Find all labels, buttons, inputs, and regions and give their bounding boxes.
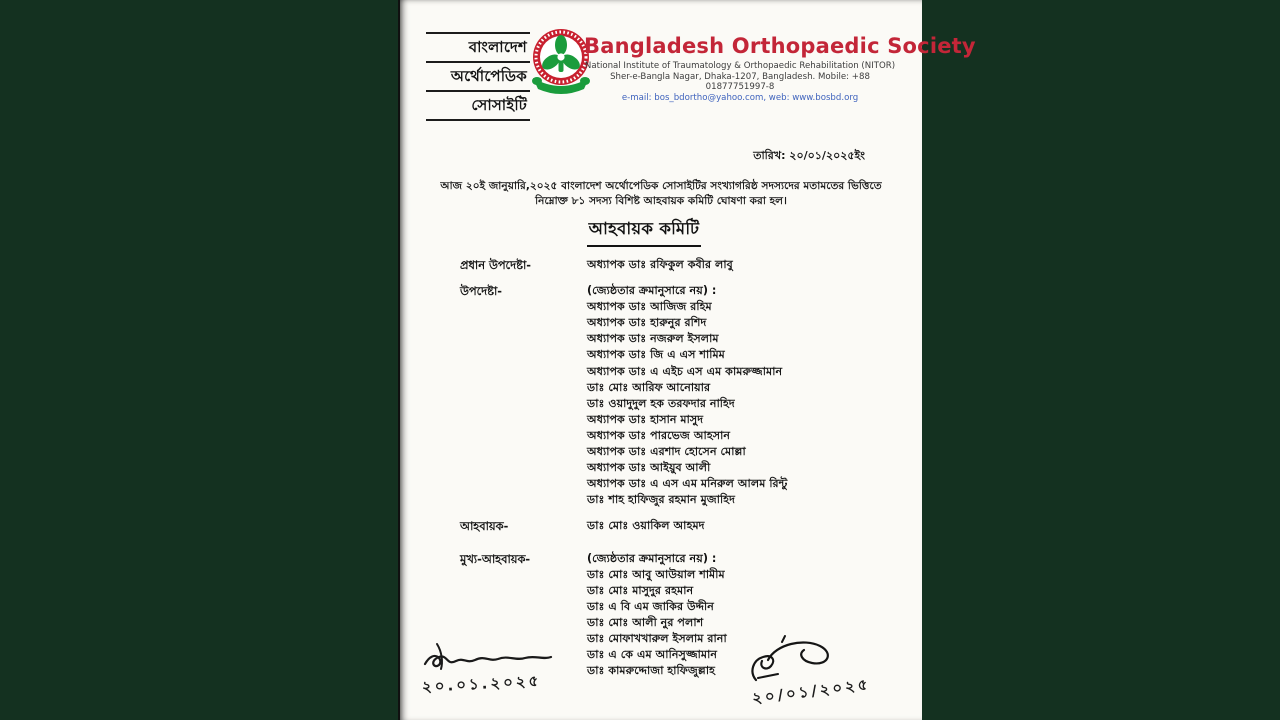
section-chief-advisor — [460, 257, 906, 273]
committee-member: ডাঃ মোঃ আলী নুর পলাশ — [587, 615, 704, 629]
org-address-line: Sher-e-Bangla Nagar, Dhaka-1207, Bangladesh. Mobile: +88 01877751997-8 — [610, 71, 870, 92]
committee-member: ডাঃ কামরুদ্দোজা হাফিজুল্লাহ — [587, 664, 715, 678]
committee-member: ডাঃ মোঃ আবু আউয়াল শামীম — [587, 567, 725, 581]
committee-member: অধ্যাপক ডাঃ নজরুল ইসলাম — [587, 332, 719, 346]
committee-member: ডাঃ শাহ হাফিজুর রহমান মুজাহিদ — [587, 493, 736, 507]
signature-left — [422, 638, 572, 697]
committee-member: ডাঃ ওয়াদুদুল হক তরফদার নাহিদ — [587, 396, 735, 410]
page-title: আহবায়ক কমিটি — [587, 216, 702, 247]
section-label: প্রধান উপদেষ্টা- — [460, 258, 531, 272]
committee-member: অধ্যাপক ডাঃ জি এ এস শামিম — [587, 348, 725, 362]
intro-paragraph — [424, 179, 898, 209]
scanned-letter-page — [398, 0, 976, 720]
committee-member: অধ্যাপক ডাঃ হাসান মাসুদ — [587, 412, 704, 426]
committee-member: ডাঃ এ বি এম জাকির উদ্দীন — [587, 599, 714, 613]
signature-left-date: ২০.০১.২০২৫ — [421, 671, 542, 696]
committee-member: অধ্যাপক ডাঃ হারুনুর রশিদ — [587, 316, 707, 330]
section-advisors — [460, 283, 906, 508]
letterhead-line: সোসাইটি — [426, 90, 530, 119]
committee-member: অধ্যাপক ডাঃ আজিজ রহিম — [587, 300, 712, 314]
letterhead-line: বাংলাদেশ — [426, 32, 530, 61]
advisor-name-list — [587, 299, 906, 508]
committee-member: ডাঃ মোঃ আরিফ আনোয়ার — [587, 380, 711, 394]
date-line: তারিখ: ২০/০১/২০২৫ইং — [753, 149, 865, 162]
signature-left-icon — [422, 638, 554, 674]
section-label: আহবায়ক- — [460, 519, 509, 534]
signature-right — [744, 634, 874, 708]
committee-member: অধ্যাপক ডাঃ এরশাদ হোসেন মোল্লা — [587, 445, 746, 459]
committee-member: ডাঃ মোঃ ওয়াকিল আহমদ — [587, 519, 705, 533]
committee-member: অধ্যাপক ডাঃ এ এইচ এস এম কামরুজ্জামান — [587, 364, 783, 378]
letterhead-bengali-block — [426, 32, 530, 121]
org-institute-line: National Institute of Traumatology & Orthopaedic Rehabilitation (NITOR) — [584, 61, 896, 71]
seniority-note: (জ্যেষ্ঠতার ক্রমানুসারে নয়) : — [587, 551, 717, 565]
intro-line-2: নিম্নোক্ত ৮১ সদস্য বিশিষ্ট আহবায়ক কমিটি ঘোষণা করা হল। — [535, 195, 787, 207]
committee-member: অধ্যাপক ডাঃ এ এস এম মনিরুল আলম রিন্টু — [587, 477, 788, 491]
committee-member: ডাঃ মোঃ মাসুদুর রহমান — [587, 583, 694, 597]
org-name-title: Bangladesh Orthopaedic Society — [584, 34, 976, 58]
committee-member: অধ্যাপক ডাঃ আইয়ুব আলী — [587, 461, 711, 475]
section-convener — [460, 518, 906, 534]
intro-line-1: আজ ২০ই জানুয়ারি,২০২৫ বাংলাদেশ অর্থোপেডিক সোসাইটির সংখ্যাগরিষ্ঠ সদস্যদের মতামতের ভিত্তিতে — [440, 180, 882, 192]
committee-member: অধ্যাপক ডাঃ পারভেজ আহসান — [587, 428, 731, 442]
committee-member: অধ্যাপক ডাঃ রফিকুল কবীর লাবু — [587, 258, 733, 271]
committee-member: ডাঃ মোফাখখারুল ইসলাম রানা — [587, 631, 727, 645]
section-label: উপদেষ্টা- — [460, 284, 503, 299]
letterhead-line: অর্থোপেডিক — [426, 61, 530, 90]
committee-list — [460, 257, 906, 679]
signature-right-date: ২০/০১/২০২৫ — [751, 675, 872, 708]
org-header — [584, 34, 976, 103]
section-label: মুখ্য-আহবায়ক- — [460, 551, 531, 566]
seniority-note: (জ্যেষ্ঠতার ক্রমানুসারে নয়) : — [587, 284, 717, 298]
org-contact-line: e-mail: bos_bdortho@yahoo.com, web: www.bosbd.org — [621, 92, 859, 103]
committee-member: ডাঃ এ কে এম আনিসুজ্জামান — [587, 648, 718, 662]
